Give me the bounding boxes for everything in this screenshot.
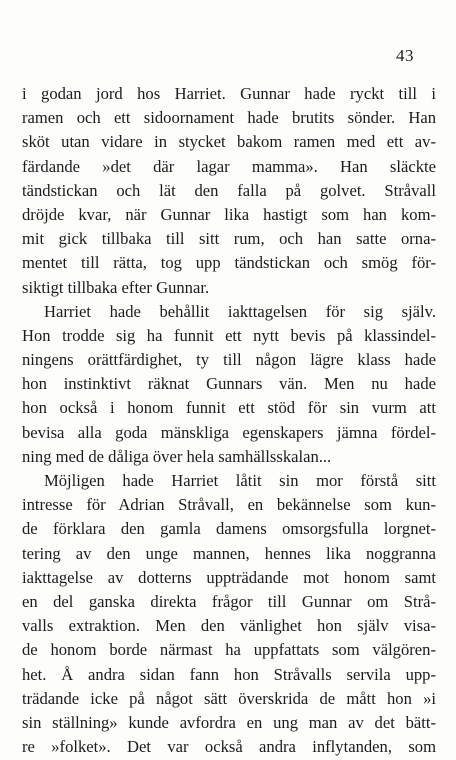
text-line: i godan jord hos Harriet. Gunnar hade ryckt till i xyxy=(22,84,436,103)
page-number: 43 xyxy=(396,46,414,65)
text-line: Harriet hade behållit iakttagelsen för sig själv. xyxy=(44,301,436,321)
text-line: sköt utan vidare in stycket bakom ramen med ett av- xyxy=(22,132,436,152)
text-line: valls extraktion. Men den vänlighet hon själv visa- xyxy=(22,616,436,636)
text-line: Hon trodde sig ha funnit ett nytt bevis på klassindel- xyxy=(22,325,436,345)
text-line: ning med de dåliga över hela samhällsskalan... xyxy=(22,446,332,466)
text-line: hon instinktivt räknat Gunnars vän. Men nu hade xyxy=(22,374,436,394)
text-line: intresse för Adrian Stråvall, en bekännelse som kun- xyxy=(22,495,436,515)
text-line: färdande »det där lagar mamma». Han släckte xyxy=(22,156,436,176)
text-line: mentet till rätta, tog upp tändstickan och smög för- xyxy=(22,253,436,273)
text-line: de honom borde närmast ha uppfattats som välgören- xyxy=(22,640,436,660)
text-line: siktigt tillbaka efter Gunnar. xyxy=(22,277,210,297)
text-line: ningens orättfärdighet, ty till någon lägre klass hade xyxy=(22,350,436,370)
text-line: re »folket». Det var också andra inflytanden, som xyxy=(22,737,436,757)
text-line: Möjligen hade Harriet låtit sin mor förstå sitt xyxy=(44,471,436,490)
text-line: en del ganska direkta frågor till Gunnar om Strå- xyxy=(22,591,436,611)
text-line: hon också i honom funnit ett stöd för sin vurm att xyxy=(22,398,436,418)
body-text xyxy=(22,82,436,759)
text-line: de förklara den gamla damens omsorgsfulla lorgnet- xyxy=(22,519,436,539)
text-line: trädande icke på något sätt överskrida de mått hon »i xyxy=(22,688,436,708)
text-line: iakttagelse av dotterns uppträdande mot honom samt xyxy=(22,567,436,587)
text-line: dröjde kvar, när Gunnar lika hastigt som han kom- xyxy=(22,204,436,224)
text-line: tändstickan och lät den falla på golvet. Stråvall xyxy=(22,180,436,200)
text-line: bevisa alla goda mänskliga egenskapers jämna fördel- xyxy=(22,422,436,442)
text-line: mit gick tillbaka till sitt rum, och han satte orna- xyxy=(22,229,436,249)
text-line: ramen och ett sidoornament hade brutits sönder. Han xyxy=(22,108,436,128)
text-line: het. Å andra sidan fann hon Stråvalls servila upp- xyxy=(22,664,436,684)
text-line: sin ställning» kunde avfordra en ung man av det bätt- xyxy=(22,712,436,732)
text-line: tering av den unge mannen, hennes lika noggranna xyxy=(22,543,436,563)
